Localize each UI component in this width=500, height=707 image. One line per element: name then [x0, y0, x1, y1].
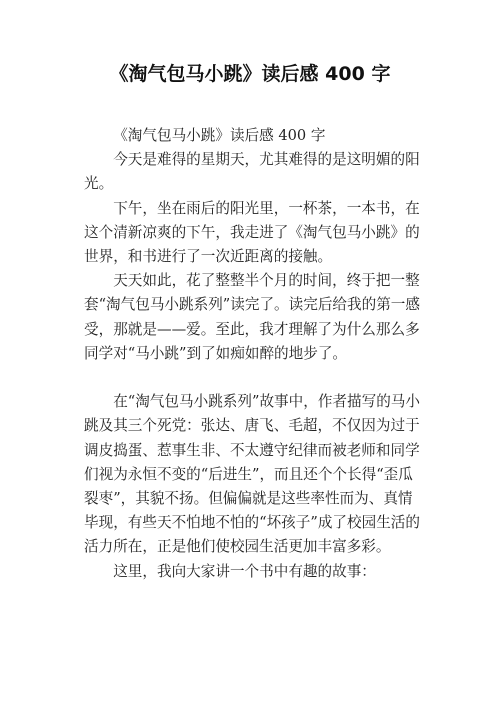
paragraph-4: 在“淘气包马小跳系列”故事中，作者描写的马小跳及其三个死党：张达、唐飞、毛超，不仅因为过于调皮捣蛋、惹事生非、不太遵守纪律而被老师和同学们视为永恒不变的“后进生”，而且还个个长得“歪瓜裂枣”，其貌不扬。但偏偏就是这些率性而为、真情毕现，有些天不怕地不怕的“坏孩子”成了校园生活的活力所在，正是他们使校园生活更加丰富多彩。: [84, 393, 420, 556]
paragraph-5: 这里，我向大家讲一个书中有趣的故事：: [113, 562, 376, 580]
page-title: 《淘气包马小跳》读后感 400 字: [109, 63, 391, 85]
paragraph-gap: [84, 366, 420, 390]
paragraph-3: 天天如此，花了整整半个月的时间，终于把一整套“淘气包马小跳系列”读完了。读完后给我的第一感受，那就是——爱。至此，我才理解了为什么那么多同学对“马小跳”到了如痴如醉的地步了。: [84, 272, 420, 362]
document-subtitle: 《淘气包马小跳》读后感 400 字: [113, 127, 326, 144]
document-body: [84, 124, 420, 584]
paragraph-2: 下午，坐在雨后的阳光里，一杯茶，一本书，在这个清新凉爽的下午，我走进了《淘气包马小跳》的世界，和书进行了一次近距离的接触。: [84, 199, 420, 266]
paragraph-1: 今天是难得的星期天，尤其难得的是这明媚的阳光。: [84, 151, 420, 193]
